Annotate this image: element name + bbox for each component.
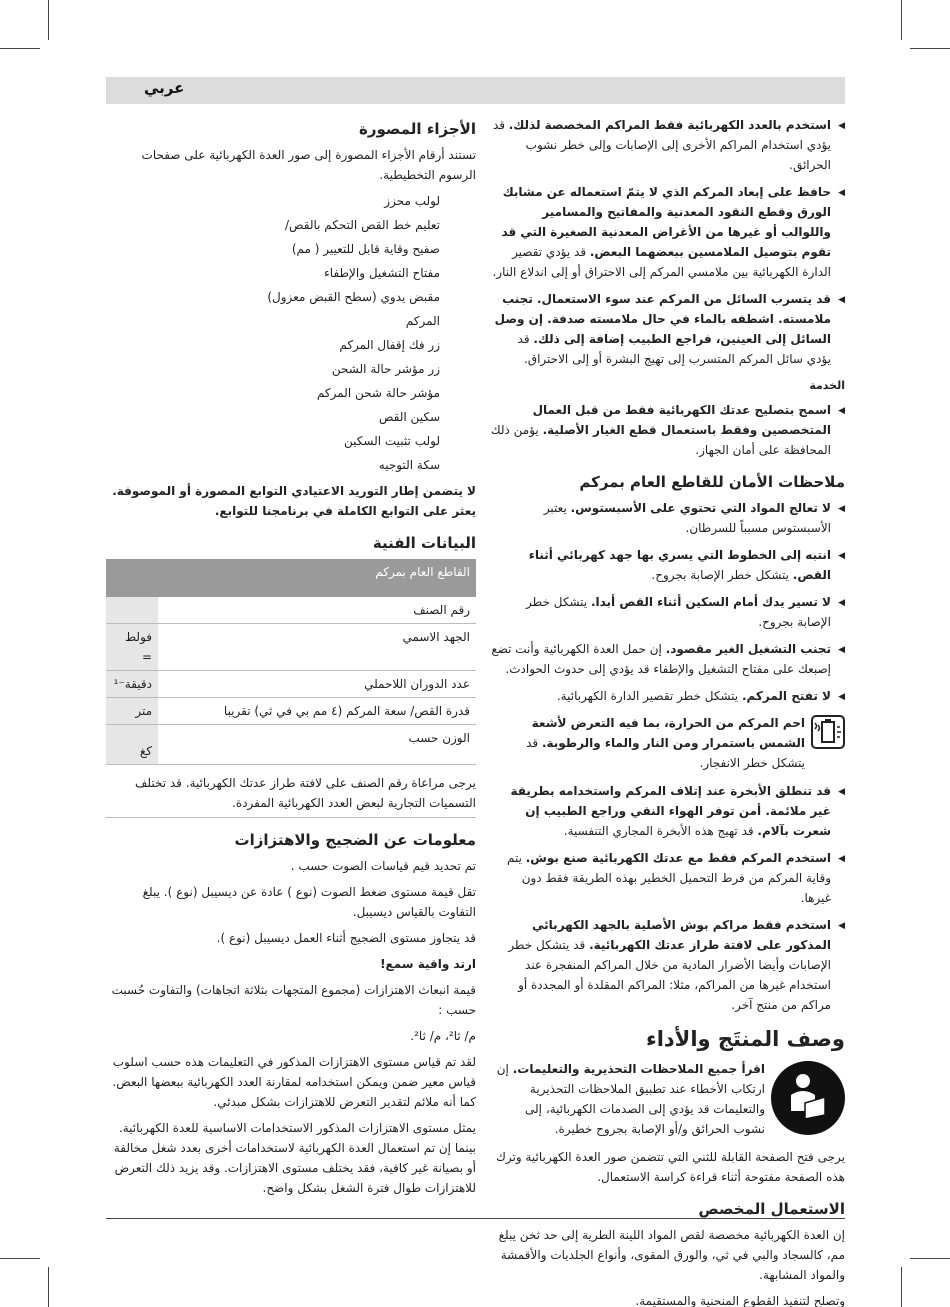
crop-mark	[0, 1258, 40, 1259]
table-cell-value	[106, 597, 158, 624]
list-item: تعليم خط القص التحكم بالقص/	[285, 218, 440, 232]
list-item	[490, 639, 845, 679]
bullet-text: إن حمل العدة الكهربائية وأنت تضع إصبعك على مفتاح التشغيل والإطفاء قد يؤدي إلى حدوث الحوادث.	[491, 642, 831, 676]
table-cell-label: الوزن حسب	[158, 725, 476, 765]
footer-rule	[106, 1218, 845, 1219]
list-item: مؤشر حالة شحن المركم	[316, 386, 440, 400]
bullet-bold: استخدم المركم فقط مع عدتك الكهربائية صنع بوش.	[525, 851, 831, 865]
crop-mark	[48, 1267, 49, 1307]
noise-line: تقل قيمة مستوى ضغط الصوت (نوع ) عادة عن ديسيبل (نوع ). يبلغ التفاوت بالقياس ديسيبل.	[142, 885, 476, 919]
tech-note: يرجى مراعاة رقم الصنف على لافتة طراز عدتك الكهربائية. قد تختلف التسميات التجارية لبعض العدد الكهربائية المفردة.	[106, 773, 476, 818]
safety-heading: ملاحظات الأمان للقاطع العام بمركم	[579, 473, 845, 491]
noise-heading: معلومات عن الضجيج والاهتزازات	[234, 831, 476, 849]
table-row	[106, 597, 476, 624]
fold-note: يرجى فتح الصفحة القابلة للثني التي تتضمن صور العدة الكهربائية وترك هذه الصفحة مفتوحة أثناء قراءة كراسة الاستعمال.	[495, 1150, 845, 1184]
bullet-text: يتم وقاية المركم من فرط التحميل الخطير بهذه الطريقة فقط دون غيرها.	[506, 851, 831, 905]
bullet-text: قد تهيج هذه الأبخرة المجاري التنفسية.	[563, 824, 758, 838]
list-item: لولب محزز	[384, 194, 440, 208]
read-instructions-box	[490, 1059, 845, 1139]
list-item: لولب تثبيت السكين	[344, 434, 440, 448]
service-heading: الخدمة	[809, 379, 845, 392]
bullet-bold: قد تنطلق الأبخرة عند إتلاف المركم واستخدامه بطريقة غير ملائمة. أمن توفر الهواء النقي وراجع الطبيب إن شعرت بآلام.	[510, 784, 831, 838]
table-cell-value: دقيقة⁻¹	[106, 671, 158, 698]
noise-line: يمثل مستوى الاهتزازات المذكور الاستخدامات الاساسية للعدة الكهربائية. بينما إن تم استعمال العدة الكهربائية لاستخدامات أخرى بعدد شغل مخالفة أو بصيانة غير كافية، فقد يختلف مستوى الاهتزازات. وقد يزيد ذلك التعرض للاهتزازات طوال فترة الشغل بشكل واضح.	[113, 1121, 476, 1195]
list-item: سكين القص	[378, 410, 440, 424]
right-column	[490, 115, 845, 1307]
noise-line: تم تحديد قيم قياسات الصوت حسب .	[290, 859, 476, 873]
intended-use-text: إن العدة الكهربائية مخصصة لقص المواد اللينة الطرية إلى حد ثخن يبلغ مم، كالسجاد والبي في ثي، والورق المقوى، وأنواع الجلديات والأقمشة والمواد المشابهة.	[498, 1228, 845, 1282]
list-item: صفيح وقاية قابل للتعيير ( مم)	[291, 242, 440, 256]
crop-mark	[910, 1258, 950, 1259]
list-item: زر مؤشر حالة الشحن	[331, 362, 440, 376]
bullet-text: يتشكل خطر الإصابة بجروح.	[651, 568, 793, 582]
bullet-text: يعتبر الأسبستوس مسبباً للسرطان.	[543, 501, 831, 535]
tech-table-header: القاطع العام بمركم	[106, 559, 476, 597]
language-header	[106, 77, 845, 104]
noise-line: م/ ثا²، م/ ثا².	[410, 1029, 476, 1043]
list-item	[490, 592, 845, 632]
table-cell-label: عدد الدوران اللاحملي	[158, 671, 476, 698]
table-row	[106, 671, 476, 698]
language-label: عربي	[144, 79, 185, 97]
bullet-text: قد يتشكل خطر الإصابات وأيضا الأضرار المادية من خلال المراكم المنفجرة عند استخدام غيرها من المراكم، مثلا: المراكم المقلدة أو المجددة أو مراكم من منتج آخر.	[508, 938, 831, 1012]
bullet-bold: تجنب التشغيل الغير مقصود.	[665, 642, 831, 656]
bullet-bold: استخدم فقط مراكم بوش الأصلية بالجهد الكهربائي المذكور على لافتة طراز عدتك الكهربائية.	[532, 918, 831, 952]
crop-mark	[901, 1267, 902, 1307]
bullet-text: يتشكل خطر الإصابة بجروح.	[526, 595, 831, 629]
bullet-text: قد يؤدي استخدام المراكم الأخرى إلى الإصابات وإلى خطر نشوب الحرائق.	[492, 118, 831, 172]
bullet-text: قد يؤدي تقصير الدارة الكهربائية بين ملامسي المركم إلى الاحتراق أو إلى اندلاع النار.	[492, 245, 831, 279]
list-item: المركم	[405, 314, 440, 328]
bullet-text: يؤمن ذلك المحافظة على أمان الجهاز.	[490, 423, 831, 457]
warning-text: قد يتشكل خطر الانفجار.	[526, 736, 805, 770]
noise-line: لقد تم قياس مستوى الاهتزازات المذكور في التعليمات هذه حسب اسلوب قياس معير ضمن ويمكن استخدامه لمقارنة العدد الكهربائية ببعضها البعض. كما أنه ملائم لتقدير التعرض للاهتزازات بشكل مبدئي.	[112, 1055, 476, 1109]
table-cell-value: فولط =	[106, 624, 158, 671]
intended-use-heading: الاستعمال المخصص	[698, 1200, 845, 1218]
read-text: إن ارتكاب الأخطاء عند تطبيق الملاحظات التحذيرية والتعليمات قد يؤدي إلى الصدمات الكهربائية، إلى نشوب الحرائق و/أو الإصابة بجروح خطيرة.	[496, 1062, 765, 1136]
bullet-bold: قد يتسرب السائل من المركم عند سوء الاستعمال. تجنب ملامسته. اشطفه بالماء في حال ملامسته صدفة. إن وصل السائل إلى العينين، فراجع الطبيب إضافة إلى ذلك.	[494, 292, 831, 346]
table-cell-value: متر	[106, 698, 158, 725]
bullet-bold: لا تسير يدك أمام السكين أثناء القص أبدا.	[590, 595, 831, 609]
table-row	[106, 698, 476, 725]
bullet-bold: لا تفتح المركم.	[741, 689, 831, 703]
list-item	[490, 182, 845, 282]
list-item	[490, 781, 845, 841]
parts-intro: تستند أرقام الأجزاء المصورة إلى صور العدة الكهربائية على صفحات الرسوم التخطيطية.	[141, 148, 476, 182]
table-cell-label: الجهد الاسمي	[158, 624, 476, 671]
bullet-bold: لا تعالج المواد التي تحتوي على الأسبستوس.	[570, 501, 831, 515]
list-item	[490, 848, 845, 908]
crop-mark	[910, 48, 950, 49]
product-heading: وصف المنتَج والأداء	[645, 1027, 845, 1051]
intended-use-text-2: وتصلح لتنفيذ القطوع المنحنية والمستقيمة.	[635, 1294, 845, 1307]
list-item	[490, 686, 845, 706]
table-row	[106, 624, 476, 671]
list-item	[490, 400, 845, 460]
parts-note: لا يتضمن إطار التوريد الاعتيادي التوابع المصورة أو الموصوفة. يعثر على التوابع الكاملة في برنامجنا للتوابع.	[112, 484, 476, 518]
parts-heading: الأجزاء المصورة	[359, 120, 476, 138]
list-item	[490, 915, 845, 1015]
crop-mark	[0, 48, 40, 49]
table-cell-value: كغ	[106, 725, 158, 765]
list-item: مقبض يدوي (سطح القبض معزول)	[267, 290, 440, 304]
read-manual-icon	[771, 1061, 845, 1135]
left-column	[106, 115, 476, 1204]
bullet-bold: حافظ على إبعاد المركم الذي لا يتمّ استعماله عن مشابك الورق وقطع النقود المعدنية والمفاتيح والمسامير واللوالب أو غيرها من الأغراض المعدنية الصغيرة التي قد تقوم بتوصيل الملامسين ببعضهما البعض.	[501, 185, 831, 259]
tech-heading: البيانات الفنية	[372, 534, 476, 552]
list-item	[490, 289, 845, 369]
bullet-bold: اسمح بتصليح عدتك الكهربائية فقط من قبل العمال المتخصصين وفقط باستعمال قطع الغيار الأصلية.	[532, 403, 831, 437]
bullet-bold: استخدم بالعدد الكهربائية فقط المراكم المخصصة لذلك.	[508, 118, 831, 132]
list-item	[490, 115, 845, 175]
list-item: سكة التوجيه	[378, 458, 440, 472]
bullet-text: يتشكل خطر تقصير الدارة الكهربائية.	[556, 689, 742, 703]
list-item: مفتاح التشغيل والإطفاء	[324, 266, 440, 280]
tech-table	[106, 559, 476, 765]
table-row	[106, 725, 476, 765]
table-cell-label: رقم الصنف	[158, 597, 476, 624]
read-bold: اقرأ جميع الملاحظات التحذيرية والتعليمات.	[512, 1062, 765, 1076]
bullet-bold: انتبه إلى الخطوط التي يسري بها جهد كهربائي أثناء القص.	[528, 548, 831, 582]
hearing-protection-note: ارتد واقية سمع!	[380, 957, 476, 971]
battery-heat-warning-icon	[811, 715, 845, 749]
list-item	[490, 498, 845, 538]
noise-line: قد يتجاوز مستوى الضجيج أثناء العمل ديسيبل (نوع ).	[216, 931, 476, 945]
bullet-text: قد يؤدي سائل المركم المتسرب إلى تهيج البشرة أو إلى الاحتراق.	[517, 332, 831, 366]
list-item: زر فك إقفال المركم	[339, 338, 440, 352]
table-cell-label: قدرة القص/ سعة المركم (٤ مم بي في ثي) تقريبا	[158, 698, 476, 725]
list-item	[490, 545, 845, 585]
crop-mark	[48, 0, 49, 40]
noise-line: قيمة انبعاث الاهتزازات (مجموع المتجهات بثلاثة اتجاهات) والتفاوت حُسبت حسب :	[111, 983, 476, 1017]
parts-list	[106, 191, 476, 475]
warning-bold: احم المركم من الحرارة، بما فيه التعرض لأشعة الشمس باستمرار ومن النار والماء والرطوبة.	[531, 716, 805, 750]
crop-mark	[901, 0, 902, 40]
heat-warning	[490, 713, 845, 773]
